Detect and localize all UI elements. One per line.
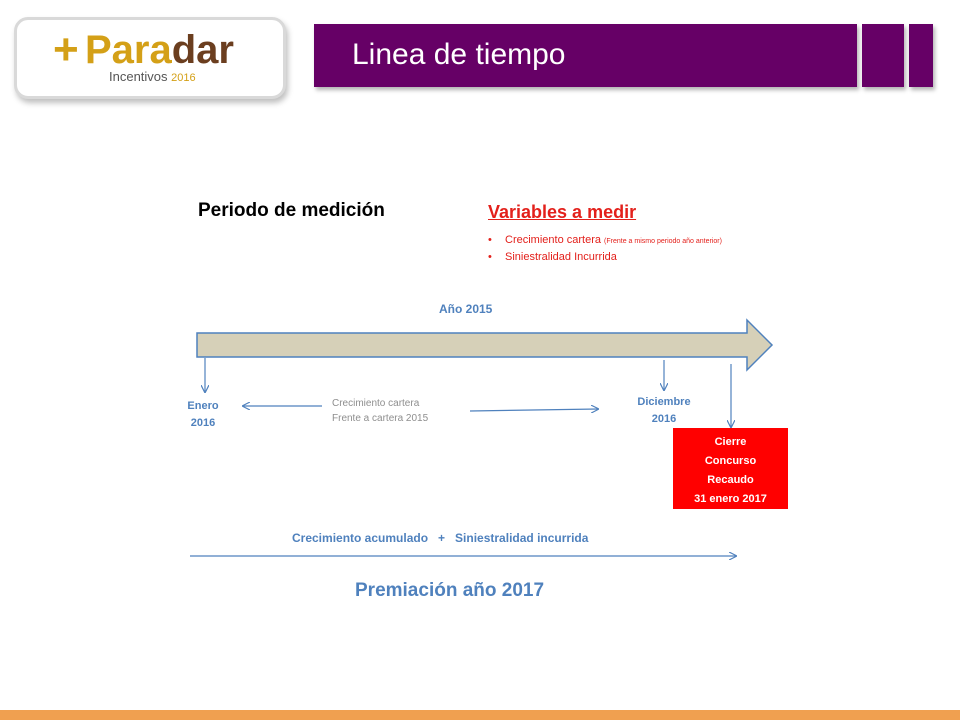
- end-month: Diciembre: [637, 396, 691, 408]
- logo-para: Para: [85, 28, 172, 72]
- close-line: Concurso: [704, 455, 757, 467]
- footer-bar: [0, 710, 960, 720]
- award-heading: Premiación año 2017: [355, 580, 545, 601]
- variables-heading: Variables a medir: [488, 202, 637, 222]
- close-line: Cierre: [714, 436, 747, 448]
- close-line: 31 enero 2017: [694, 493, 767, 505]
- accumulated-label: Crecimiento acumulado + Siniestralidad incurrida: [292, 531, 589, 545]
- growth-note: [332, 396, 428, 426]
- start-date-label: [180, 398, 226, 432]
- close-line: Recaudo: [707, 474, 754, 486]
- growth-arrow-right: [470, 409, 598, 411]
- variable-note: (Frente a mismo periodo año anterior): [604, 238, 722, 245]
- start-month: Enero: [187, 400, 219, 412]
- growth-note-line1: Crecimiento cartera: [332, 398, 420, 409]
- year-label: Año 2015: [439, 302, 493, 316]
- measurement-period-heading: Periodo de medición: [198, 200, 385, 221]
- contest-close-box: [673, 428, 788, 509]
- variable-label: Siniestralidad Incurrida: [505, 251, 617, 263]
- page-title: Linea de tiempo: [352, 38, 566, 71]
- end-date-label: [626, 394, 702, 428]
- end-year: 2016: [651, 413, 677, 425]
- variable-label: Crecimiento cartera: [505, 234, 605, 246]
- bullet-icon: •: [488, 251, 492, 263]
- logo-sub-text: Incentivos: [109, 69, 168, 84]
- logo-dar: dar: [171, 28, 234, 72]
- logo-year: 2016: [171, 72, 196, 84]
- start-year: 2016: [190, 417, 216, 429]
- growth-note-line2: Frente a cartera 2015: [332, 413, 429, 424]
- logo-plus: +: [53, 25, 79, 74]
- bullet-icon: •: [488, 234, 492, 246]
- year-timeline-arrow: [197, 320, 772, 370]
